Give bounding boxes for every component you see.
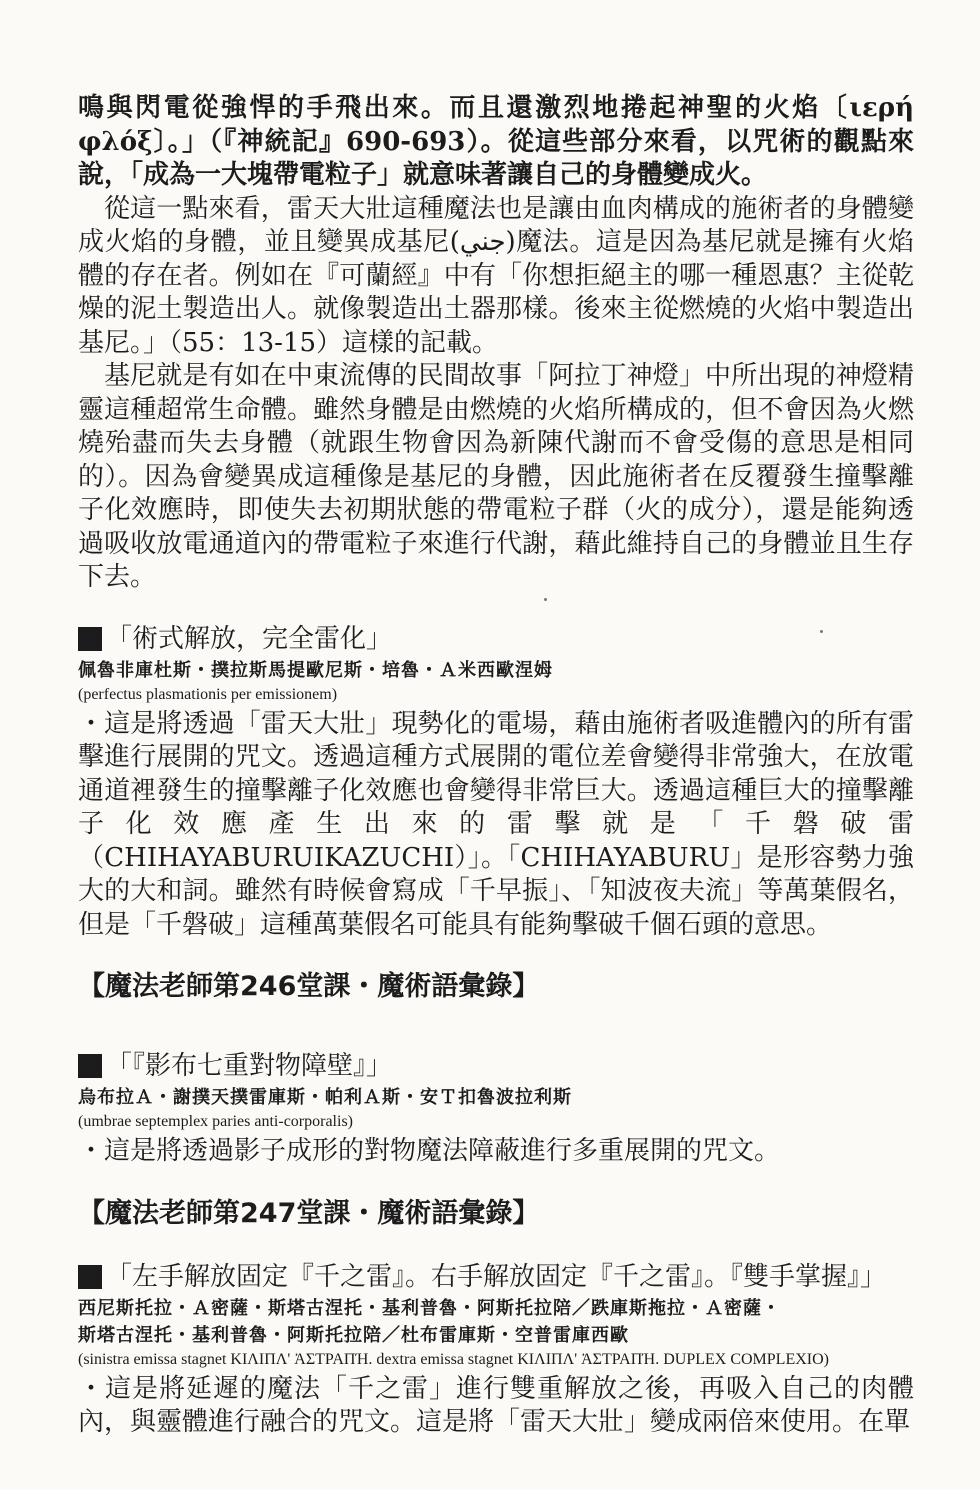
black-square-icon xyxy=(78,1265,102,1289)
spell-title xyxy=(78,621,914,657)
scan-speck xyxy=(544,598,547,601)
spell-entry-full-thunder xyxy=(78,621,914,943)
spell-latin: (perfectus plasmationis per emissionem) xyxy=(78,685,338,703)
spell-reading: 烏布拉Ａ・謝撲天撲雷庫斯・帕利Ａ斯・安Ｔ扣魯波拉利斯 xyxy=(78,1087,572,1108)
spell-description: ・這是將延遲的魔法「千之雷」進行雙重解放之後，再吸入自己的肉體內，與靈體進行融合的咒文。這是將「雷天大壯」變成兩倍來使用。在單 xyxy=(78,1373,914,1437)
spell-entry-shadow-barrier xyxy=(78,1048,914,1169)
spell-description: ・這是將透過影子成形的對物魔法障蔽進行多重展開的咒文。 xyxy=(78,1136,781,1166)
paragraph-jinn-magic: 從這一點來看，雷天大壯這種魔法也是讓由血肉構成的施術者的身體變成火焰的身體，並且變異成基尼(جني)魔法。這是因為基尼就是擁有火焰體的存在者。例如在『可蘭經』中有「你想拒絕主的哪一種恩惠？主從乾燥的泥土製造出人。就像製造出土器那樣。後來主從燃燒的火焰中製造出基尼。」（55：13-15）這樣的記載。 xyxy=(78,193,914,358)
paragraph-theogony: 鳴與閃電從強悍的手飛出來。而且還激烈地捲起神聖的火焰〔ιερή φλόξ〕。」（『神統記』690-693）。從這些部分來看，以咒術的觀點來說，「成為一大塊帶電粒子」就意味著讓自己的身體變成火。 xyxy=(78,93,914,190)
spell-title-text: 「左手解放固定『千之雷』。右手解放固定『千之雷』。『雙手掌握』」 xyxy=(106,1261,887,1292)
spell-title-text: 「術式解放，完全雷化」 xyxy=(106,623,393,654)
section-heading-247: 【魔法老師第247堂課・魔術語彙錄】 xyxy=(78,1197,540,1229)
spell-reading-line-1: 西尼斯托拉・Ａ密薩・斯塔古涅托・基利普魯・阿斯托拉陪／跌庫斯拖拉・Ａ密薩・ xyxy=(78,1297,781,1319)
spell-title-text: 「『影布七重對物障壁』」 xyxy=(106,1051,393,1081)
section-heading-246: 【魔法老師第246堂課・魔術語彙錄】 xyxy=(78,971,540,1002)
spell-reading: 佩魯非庫杜斯・撲拉斯馬提歐尼斯・培魯・Ａ米西歐涅姆 xyxy=(78,659,553,681)
spell-title xyxy=(78,1048,914,1084)
spell-description: ・這是將透過「雷天大壯」現勢化的電場，藉由施術者吸進體內的所有雷擊進行展開的咒文。透過這種方式展開的電位差會變得非常強大，在放電通道裡發生的撞擊離子化效應也會變得非常巨大。透過這種巨大的撞擊離子化效應產生出來的雷擊就是「千磐破雷（CHIHAYABURUIKAZUCHI）」。「CHIHAYABURU」是形容勢力強大的大和詞。雖然有時候會寫成「千早振」、「知波夜夫流」等萬葉假名，但是「千磐破」這種萬葉假名可能具有能夠擊破千個石頭的意思。 xyxy=(78,708,914,940)
spell-entry-double-thunder xyxy=(78,1259,914,1440)
spell-latin: (umbrae septemplex paries anti-corporalis) xyxy=(78,1113,353,1130)
black-square-icon xyxy=(78,627,102,651)
paragraph-jinn-body: 基尼就是有如在中東流傳的民間故事「阿拉丁神燈」中所出現的神燈精靈這種超常生命體。雖然身體是由燃燒的火焰所構成的，但不會因為火燃燒殆盡而失去身體（就跟生物會因為新陳代謝而不會受傷的意思是相同的）。因為會變異成這種像是基尼的身體，因此施術者在反覆發生撞擊離子化效應時，即使失去初期狀態的帶電粒子群（火的成分），還是能夠透過吸收放電通道內的帶電粒子來進行代謝，藉此維持自己的身體並且生存下去。 xyxy=(78,361,914,592)
spell-title xyxy=(78,1259,914,1295)
spell-reading-line-2: 斯塔古涅托・基利普魯・阿斯托拉陪／杜布雷庫斯・空普雷庫西歐 xyxy=(78,1324,629,1346)
spell-latin: (sinistra emissa stagnet ΚΙΛΙΠΛ' ἈΣΤΡΑΠΉ. dextra emissa stagnet ΚΙΛΙΠΛ' ἈΣΤΡΑΠΉ. DUPLEX COMPLEXIO) xyxy=(78,1350,829,1368)
scan-speck xyxy=(820,630,823,633)
black-square-icon xyxy=(78,1054,102,1078)
